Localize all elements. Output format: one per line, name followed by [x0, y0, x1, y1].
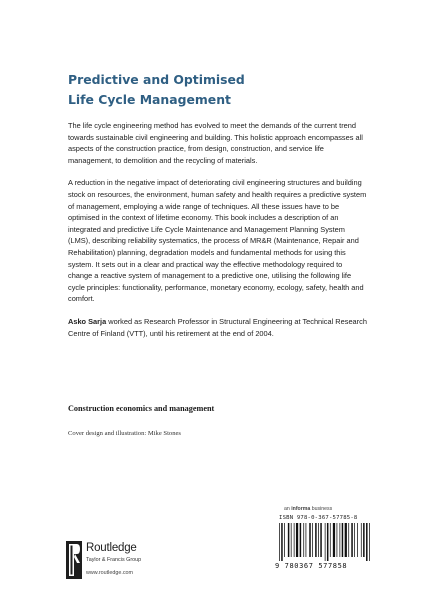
barcode-bar [315, 523, 317, 557]
barcode-bar [312, 523, 313, 557]
barcode-bar [348, 523, 349, 557]
barcode-bar [318, 523, 319, 557]
blurb [68, 120, 368, 350]
barcode-bar [366, 523, 368, 561]
barcode-bar [369, 523, 370, 561]
barcode-bar [294, 523, 295, 557]
barcode-bar [306, 523, 307, 557]
informa-tagline [284, 506, 332, 512]
barcode-bar [325, 523, 326, 561]
barcode-bar [330, 523, 331, 557]
barcode-bar [340, 523, 341, 557]
barcode-bar [296, 523, 298, 557]
publisher-group: Taylor & Francis Group [86, 557, 142, 563]
book-title [68, 70, 388, 110]
barcode-bar [284, 523, 285, 557]
barcode-bar [357, 523, 358, 557]
book-title-line-2: Life Cycle Management [68, 92, 231, 107]
publisher-name: Routledge [86, 542, 137, 554]
barcode-bar [291, 523, 292, 557]
barcode-bar [345, 523, 347, 557]
barcode-bar [333, 523, 335, 557]
series-name: Construction economics and management [68, 404, 215, 413]
informa-brand: informa [291, 506, 311, 512]
cover-credit: Cover design and illustration: Mike Stones [68, 430, 181, 437]
publisher-logo [66, 541, 196, 581]
barcode-bar [303, 523, 304, 557]
barcode-bar [351, 523, 353, 557]
blurb-paragraph-2: A reduction in the negative impact of deteriorating civil engineering structures and building stock on resources, the environment, human safety and health requires a predictive system of management, employing a wide range of techniques. All these issues have to be optimised in the context of lifetime economy. This book includes a description of an integrated and predictive Life Cycle Maintenance and Management Planning System (LMS), describing reliability systematics, the process of MR&R (Maintenance, Repair and Rehabilitation) planning, degradation models and fundamental methods for using this system. It sets out in a clear and practical way the effective methodology required to change a reactive system of management to a predictive one, utilising the following life cycle principles: functionality, performance, monetary economy, ecology, safety, health and comfort. [68, 178, 367, 304]
barcode-bar [337, 523, 338, 557]
barcode-bar [363, 523, 365, 557]
barcode-bar [320, 523, 322, 557]
barcode-bar [288, 523, 290, 557]
publisher-website[interactable]: www.routledge.com [86, 570, 134, 576]
barcode-bar [300, 523, 302, 557]
barcode-bar [281, 523, 283, 561]
barcode-bar [361, 523, 362, 557]
routledge-logo-icon [66, 541, 82, 579]
barcode-icon [275, 523, 373, 561]
barcode-bar [279, 523, 280, 561]
blurb-paragraph-1: The life cycle engineering method has evolved to meet the demands of the current trend towards sustainable civil engineering and building. This holistic approach encompasses all aspects of the construction practice, from design, construction, and service life management, to demolition and the recycling of materials. [68, 121, 363, 165]
barcode-bar [327, 523, 329, 561]
isbn-text: ISBN 978-0-367-57785-8 [279, 515, 358, 521]
barcode-bar [354, 523, 355, 557]
informa-prefix: an [284, 506, 292, 512]
author-bio: worked as Research Professor in Structural Engineering at Technical Research Centre of Finland (VTT), until his retirement at the end of 2004. [68, 316, 367, 338]
barcode-bar [342, 523, 344, 557]
informa-suffix: business [310, 506, 333, 512]
barcode-block [275, 515, 373, 570]
author-name: Asko Sarja [68, 316, 107, 326]
book-title-line-1: Predictive and Optimised [68, 72, 245, 87]
barcode-bar [309, 523, 311, 557]
author-paragraph [68, 316, 368, 339]
barcode-digits: 9 780367 577858 [275, 562, 348, 570]
